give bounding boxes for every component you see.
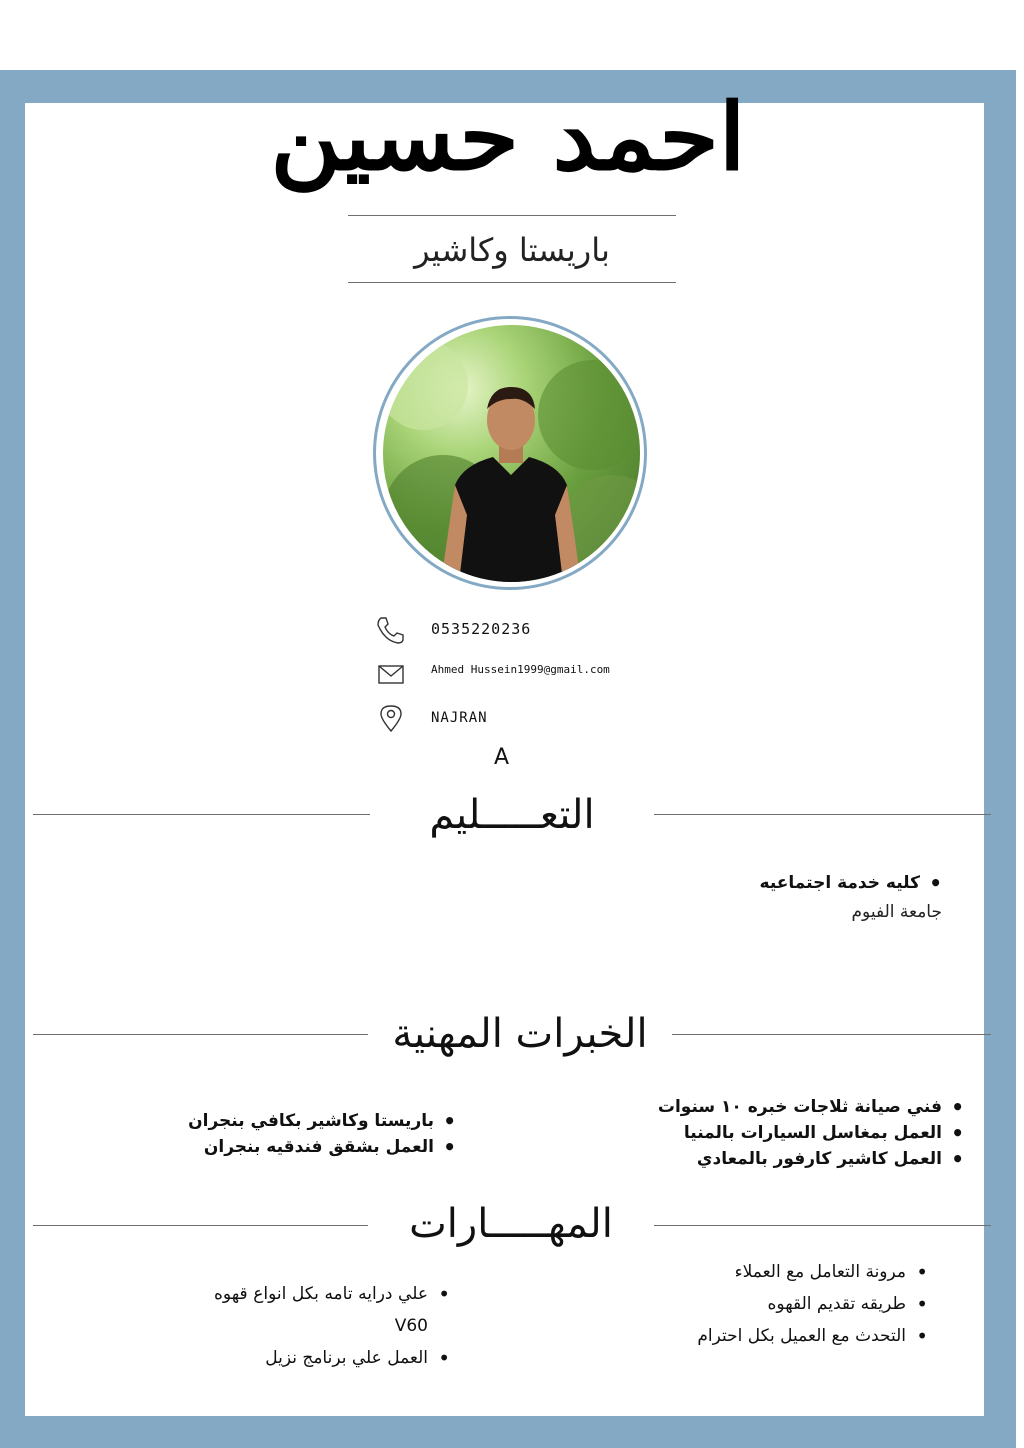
location-pin-icon [376, 703, 406, 733]
experience-right-list [658, 1094, 964, 1172]
experience-left-list [188, 1108, 456, 1160]
phone-number: 0535220236 [431, 620, 532, 638]
skill-item: • العمل علي برنامج نزيل [214, 1342, 450, 1374]
candidate-name: احمد حسين [270, 83, 746, 191]
role-bottom-rule [348, 282, 676, 283]
education-list [760, 870, 942, 896]
experience-heading: الخبرات المهنية [368, 1007, 672, 1061]
experience-item: • فني صيانة ثلاجات خبره ١٠ سنوات [658, 1094, 964, 1120]
role-top-rule [348, 215, 676, 216]
education-heading: التعـــــليم [370, 788, 654, 842]
experience-item: • باريستا وكاشير بكافي بنجران [188, 1108, 456, 1134]
skill-item: • مرونة التعامل مع العملاء [688, 1256, 928, 1288]
profile-photo [383, 325, 640, 582]
experience-item: • العمل كاشير كارفور بالمعادي [658, 1146, 964, 1172]
email-address: Ahmed Hussein1999@gmail.com [431, 663, 610, 676]
education-university: جامعة الفيوم [851, 902, 942, 922]
mail-icon [376, 659, 406, 689]
skills-heading: المهـــــارات [368, 1197, 654, 1251]
experience-item: • العمل بشقق فندقيه بنجران [188, 1134, 456, 1160]
candidate-role: باريستا وكاشير [414, 231, 610, 269]
experience-item: • العمل بمغاسل السيارات بالمنيا [658, 1120, 964, 1146]
skill-item: • التحدث مع العميل بكل احترام [688, 1320, 928, 1352]
skills-left-list [214, 1278, 450, 1374]
phone-icon [375, 615, 405, 645]
location-text: NAJRAN [431, 710, 488, 726]
skills-right-list [688, 1256, 928, 1352]
skill-item: • طريقه تقديم القهوه [688, 1288, 928, 1320]
education-item: • كليه خدمة اجتماعيه [760, 870, 942, 896]
stray-character: A [494, 745, 510, 770]
person-photo-icon [383, 325, 640, 582]
skill-item: • علي درايه تامه بكل انواع قهوه V60 [214, 1278, 450, 1342]
